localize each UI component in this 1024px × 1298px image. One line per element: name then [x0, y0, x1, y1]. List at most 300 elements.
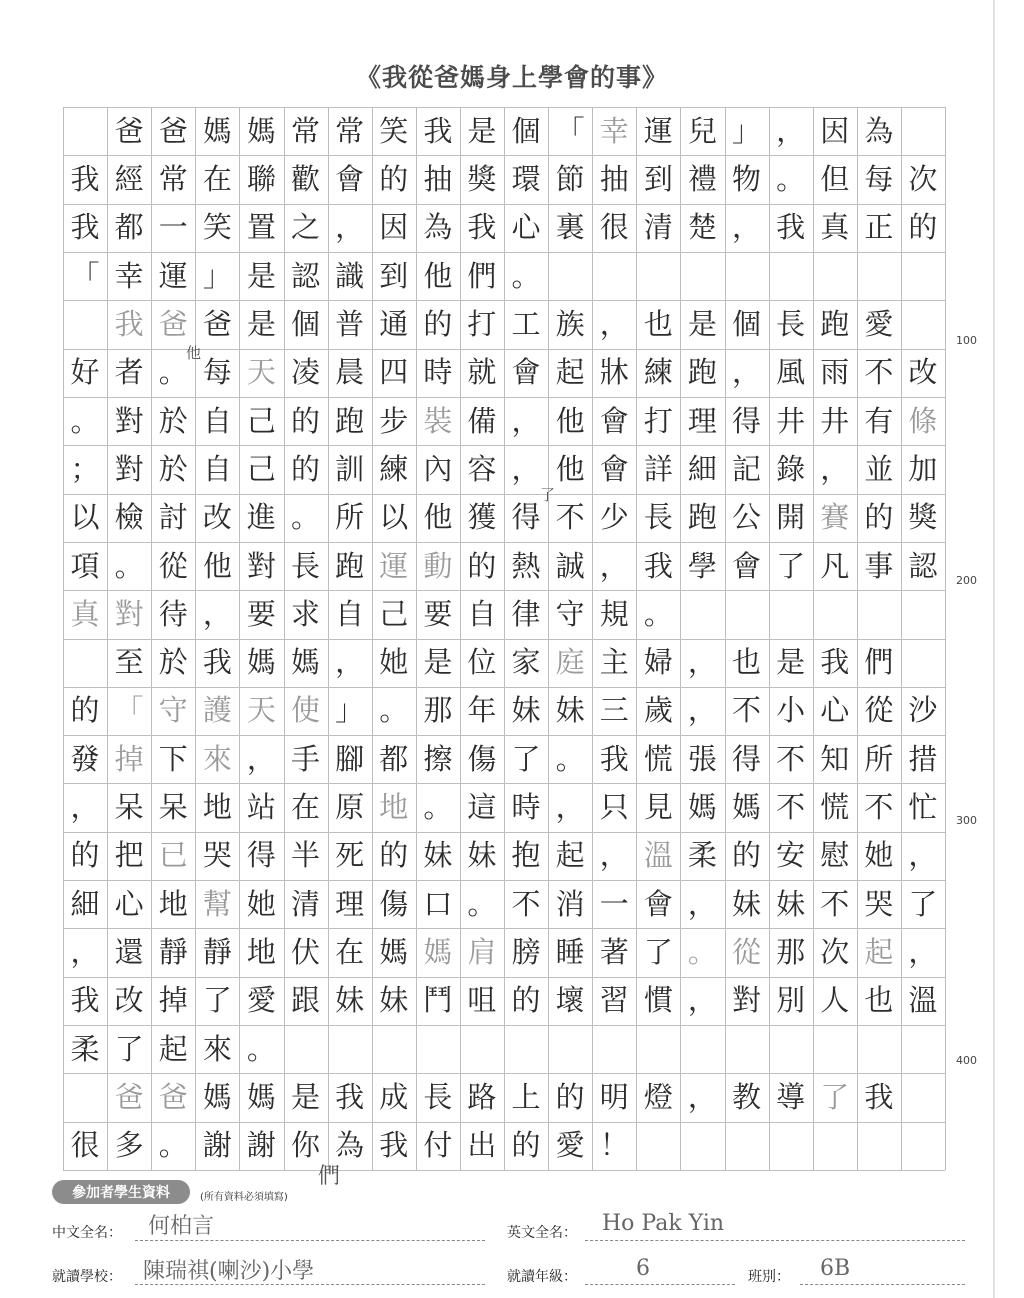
grid-char: 腳 — [335, 741, 365, 776]
grid-char: 。 — [511, 258, 541, 293]
grid-char: 並 — [864, 451, 894, 486]
grid-char: 正 — [864, 210, 894, 245]
grid-char: 會 — [599, 403, 629, 438]
grid-char: 不 — [864, 790, 894, 825]
grid-char: 妹 — [776, 886, 806, 921]
grid-char: 運 — [379, 548, 409, 583]
grid-char: 睡 — [555, 935, 585, 970]
grid-char: 從 — [158, 548, 188, 583]
grid-char: 妹 — [335, 983, 365, 1018]
grid-char: 我 — [202, 645, 232, 680]
grid-char: 明 — [599, 1080, 629, 1115]
grid-char: 得 — [246, 838, 276, 873]
grid-char: 了 — [202, 983, 232, 1018]
grid-char: 之 — [291, 210, 321, 245]
grid-char: 項 — [70, 548, 100, 583]
grid-char: 每 — [202, 355, 232, 390]
grid-char: 四 — [379, 355, 409, 390]
grid-char: 井 — [776, 403, 806, 438]
required-note: (所有資料必須填寫) — [200, 1192, 288, 1203]
insertion-mark: 他 — [186, 344, 202, 362]
grid-char: 常 — [335, 113, 365, 148]
grid-char: 的 — [908, 210, 938, 245]
grid-char: 守 — [158, 693, 188, 728]
school-label: 就讀學校： — [52, 1269, 122, 1285]
word-count-300: 300 — [956, 814, 977, 827]
grid-char: 熱 — [511, 548, 541, 583]
grid-char: 那 — [776, 935, 806, 970]
grid-char: 婦 — [643, 645, 673, 680]
grid-char: 地 — [158, 886, 188, 921]
grid-char: 細 — [687, 451, 717, 486]
grid-char: 於 — [158, 645, 188, 680]
grid-char: 把 — [114, 838, 144, 873]
grid-char: 三 — [599, 693, 629, 728]
grid-char: 媽 — [732, 790, 762, 825]
grid-char: 。 — [114, 548, 144, 583]
grid-char: 媽 — [423, 935, 453, 970]
grid-char: 很 — [70, 1128, 100, 1163]
grid-char: 對 — [114, 403, 144, 438]
grid-char: 他 — [555, 403, 585, 438]
grid-char: 工 — [511, 306, 541, 341]
grid-char: ！ — [599, 1128, 629, 1163]
grid-char: 伏 — [291, 935, 321, 970]
grid-char: 運 — [158, 258, 188, 293]
grid-char: 靜 — [158, 935, 188, 970]
insertion-mark: 們 — [318, 1164, 341, 1189]
grid-char: 措 — [908, 741, 938, 776]
grid-char: 歲 — [643, 693, 673, 728]
grid-char: 對 — [114, 451, 144, 486]
grid-char: 心 — [511, 210, 541, 245]
grid-char: 己 — [379, 596, 409, 631]
grid-char: 成 — [379, 1080, 409, 1115]
grid-char: 真 — [820, 210, 850, 245]
grid-char: 記 — [732, 451, 762, 486]
grid-char: 別 — [776, 983, 806, 1018]
grid-char: 出 — [467, 1128, 497, 1163]
grid-char: 了 — [820, 1080, 850, 1115]
grid-char: 妹 — [555, 693, 585, 728]
grid-char: 所 — [864, 741, 894, 776]
grade-value[interactable]: 6 — [636, 1256, 650, 1281]
grid-char: 爸 — [158, 113, 188, 148]
grid-char: 了 — [776, 548, 806, 583]
grid-char: 聯 — [246, 161, 276, 196]
word-count-200: 200 — [956, 574, 977, 587]
grid-char: 人 — [820, 983, 850, 1018]
grid-char: 忙 — [908, 790, 938, 825]
grid-char: 的 — [379, 838, 409, 873]
grid-char: 燈 — [643, 1080, 673, 1115]
grid-char: 愛 — [555, 1128, 585, 1163]
grid-char: 備 — [467, 403, 497, 438]
grid-char: 長 — [776, 306, 806, 341]
grid-char: 的 — [511, 1128, 541, 1163]
grid-char: ， — [335, 645, 365, 680]
grid-char: 了 — [643, 935, 673, 970]
grid-char: 的 — [291, 403, 321, 438]
grid-char: ， — [776, 113, 806, 148]
grid-char: 笑 — [202, 210, 232, 245]
grid-char: 有 — [864, 403, 894, 438]
grid-char: 我 — [776, 210, 806, 245]
grid-char: 好 — [70, 355, 100, 390]
grid-char: 溫 — [643, 838, 673, 873]
grid-char: 規 — [599, 596, 629, 631]
grid-char: 來 — [202, 1031, 232, 1066]
grid-char: 謝 — [202, 1128, 232, 1163]
grid-char: ， — [908, 838, 938, 873]
grid-char: 會 — [511, 355, 541, 390]
grid-char: 我 — [70, 983, 100, 1018]
grid-char: 個 — [732, 306, 762, 341]
grid-char: 我 — [379, 1128, 409, 1163]
grid-char: 檢 — [114, 500, 144, 535]
grid-char: 步 — [379, 403, 409, 438]
grid-char: 。 — [776, 161, 806, 196]
grid-char: 跟 — [291, 983, 321, 1018]
writing-grid — [63, 107, 945, 1170]
grid-char: 也 — [643, 306, 673, 341]
grid-char: 打 — [467, 306, 497, 341]
grid-char: 鬥 — [423, 983, 453, 1018]
grid-char: 我 — [423, 113, 453, 148]
grid-char: 起 — [158, 1031, 188, 1066]
grid-char: 真 — [70, 596, 100, 631]
grid-char: 節 — [555, 161, 585, 196]
grid-char: 媽 — [246, 645, 276, 680]
grid-char: 抽 — [599, 161, 629, 196]
grid-char: 到 — [643, 161, 673, 196]
insertion-mark: 了 — [540, 486, 556, 504]
grid-char: 起 — [864, 935, 894, 970]
grid-char: 很 — [599, 210, 629, 245]
grid-char: 打 — [643, 403, 673, 438]
en-name-value[interactable]: Ho Pak Yin — [602, 1211, 725, 1236]
grid-char: 爸 — [158, 306, 188, 341]
grid-char: 楚 — [687, 210, 717, 245]
grid-char: 待 — [158, 596, 188, 631]
essay-title: 《我從爸媽身上學會的事》 — [355, 63, 668, 92]
grid-char: 「 — [114, 693, 144, 728]
grid-char: 妹 — [379, 983, 409, 1018]
grid-char: 幸 — [114, 258, 144, 293]
grid-char: 下 — [158, 741, 188, 776]
grid-char: 是 — [467, 113, 497, 148]
grid-char: 的 — [467, 548, 497, 583]
grid-char: 媽 — [202, 1080, 232, 1115]
grid-char: ， — [732, 355, 762, 390]
grid-char: 時 — [423, 355, 453, 390]
cn-name-label: 中文全名： — [52, 1225, 122, 1241]
grid-char: 常 — [291, 113, 321, 148]
grid-char: 也 — [864, 983, 894, 1018]
grid-char: 心 — [820, 693, 850, 728]
grid-char: ， — [732, 210, 762, 245]
grid-char: 的 — [732, 838, 762, 873]
grid-char: 媽 — [246, 1080, 276, 1115]
grid-char: 都 — [114, 210, 144, 245]
grid-char: 律 — [511, 596, 541, 631]
grid-char: 習 — [599, 983, 629, 1018]
grid-char: 在 — [202, 161, 232, 196]
class-value[interactable]: 6B — [820, 1256, 851, 1281]
grid-char: ， — [246, 741, 276, 776]
grid-char: 。 — [555, 741, 585, 776]
grid-char: 。 — [70, 403, 100, 438]
grid-char: 媽 — [202, 113, 232, 148]
grid-char: 改 — [202, 500, 232, 535]
grid-col-line — [945, 107, 946, 1170]
grid-char: 運 — [643, 113, 673, 148]
grid-char: ， — [555, 790, 585, 825]
grid-char: 跑 — [335, 403, 365, 438]
grid-char: 公 — [732, 500, 762, 535]
grid-char: 抽 — [423, 161, 453, 196]
grid-char: 環 — [511, 161, 541, 196]
grid-char: 跑 — [820, 306, 850, 341]
grid-char: 來 — [202, 741, 232, 776]
grid-char: 長 — [643, 500, 673, 535]
grid-char: 壞 — [555, 983, 585, 1018]
grid-char: 對 — [246, 548, 276, 583]
grid-char: 每 — [864, 161, 894, 196]
grid-char: 認 — [908, 548, 938, 583]
grid-char: 不 — [511, 886, 541, 921]
grid-char: 經 — [114, 161, 144, 196]
grid-char: 口 — [423, 886, 453, 921]
grid-char: 個 — [291, 306, 321, 341]
grid-char: 改 — [908, 355, 938, 390]
grid-char: 「 — [555, 113, 585, 148]
grid-char: 識 — [335, 258, 365, 293]
grid-char: 的 — [555, 1080, 585, 1115]
grid-char: 時 — [511, 790, 541, 825]
grid-char: 族 — [555, 306, 585, 341]
grid-char: 至 — [114, 645, 144, 680]
grid-char: 她 — [246, 886, 276, 921]
grid-char: 一 — [158, 210, 188, 245]
grid-char: 是 — [776, 645, 806, 680]
grid-char: 個 — [511, 113, 541, 148]
grid-char: 詳 — [643, 451, 673, 486]
grid-char: 的 — [70, 838, 100, 873]
grid-char: 已 — [158, 838, 188, 873]
grid-char: 愛 — [246, 983, 276, 1018]
grid-char: 站 — [246, 790, 276, 825]
grid-char: 她 — [379, 645, 409, 680]
grid-char: 一 — [599, 886, 629, 921]
grid-char: 者 — [114, 355, 144, 390]
grid-char: 賽 — [820, 500, 850, 535]
grid-char: 爸 — [114, 113, 144, 148]
grid-char: ， — [70, 790, 100, 825]
class-line — [800, 1284, 965, 1285]
grid-char: 凡 — [820, 548, 850, 583]
grid-char: 不 — [776, 790, 806, 825]
grid-char: 練 — [379, 451, 409, 486]
grid-char: 妹 — [467, 838, 497, 873]
grid-char: 我 — [864, 1080, 894, 1115]
grid-char: 地 — [379, 790, 409, 825]
grid-char: 他 — [202, 548, 232, 583]
grid-char: 了 — [511, 741, 541, 776]
grid-char: 教 — [732, 1080, 762, 1115]
grid-char: 我 — [114, 306, 144, 341]
grid-char: 使 — [291, 693, 321, 728]
grid-char: ， — [511, 451, 541, 486]
grid-char: 練 — [643, 355, 673, 390]
grid-char: 。 — [158, 1128, 188, 1163]
grid-char: 付 — [423, 1128, 453, 1163]
grid-char: 妹 — [423, 838, 453, 873]
grid-char: 因 — [820, 113, 850, 148]
grid-char: 爸 — [202, 306, 232, 341]
grid-char: 禮 — [687, 161, 717, 196]
grid-char: 獎 — [467, 161, 497, 196]
grid-char: 井 — [820, 403, 850, 438]
grid-char: ， — [687, 886, 717, 921]
grid-char: 是 — [291, 1080, 321, 1115]
grid-char: 事 — [864, 548, 894, 583]
scan-edge — [993, 0, 995, 1298]
grid-char: 他 — [423, 258, 453, 293]
grid-char: 。 — [246, 1031, 276, 1066]
grid-char: 的 — [511, 983, 541, 1018]
grid-char: 為 — [423, 210, 453, 245]
grid-char: 位 — [467, 645, 497, 680]
grid-char: 地 — [202, 790, 232, 825]
grid-char: 條 — [908, 403, 938, 438]
grid-char: 要 — [246, 596, 276, 631]
grid-char: 都 — [379, 741, 409, 776]
grid-char: 也 — [732, 645, 762, 680]
grid-char: 」 — [202, 258, 232, 293]
grid-char: ， — [687, 1080, 717, 1115]
grid-char: 我 — [70, 210, 100, 245]
grid-char: 對 — [732, 983, 762, 1018]
grid-char: 家 — [511, 645, 541, 680]
grid-char: 們 — [864, 645, 894, 680]
grid-char: 傷 — [467, 741, 497, 776]
grid-char: 所 — [335, 500, 365, 535]
grid-char: ， — [511, 403, 541, 438]
grid-char: 謝 — [246, 1128, 276, 1163]
grid-char: 普 — [335, 306, 365, 341]
grid-char: 掉 — [114, 741, 144, 776]
grid-char: 在 — [335, 935, 365, 970]
grid-char: 從 — [864, 693, 894, 728]
grid-char: 媽 — [246, 113, 276, 148]
grid-char: 跑 — [687, 355, 717, 390]
grid-char: ， — [687, 645, 717, 680]
grid-char: 為 — [335, 1128, 365, 1163]
grid-char: 容 — [467, 451, 497, 486]
grid-char: 自 — [202, 451, 232, 486]
grid-char: 錄 — [776, 451, 806, 486]
grid-char: 的 — [291, 451, 321, 486]
grid-char: 發 — [70, 741, 100, 776]
grid-char: 。 — [423, 790, 453, 825]
grid-char: 會 — [732, 548, 762, 583]
grid-char: 的 — [864, 500, 894, 535]
grid-char: 。 — [379, 693, 409, 728]
school-value[interactable]: 陳瑞祺(喇沙)小學 — [143, 1259, 315, 1284]
grid-char: 擦 — [423, 741, 453, 776]
grid-char: 半 — [291, 838, 321, 873]
grid-row-line — [63, 1170, 945, 1171]
grid-char: 天 — [246, 355, 276, 390]
grid-char: 以 — [379, 500, 409, 535]
grid-char: 爸 — [114, 1080, 144, 1115]
cn-name-value[interactable]: 何柏言 — [148, 1214, 215, 1239]
grid-char: 年 — [467, 693, 497, 728]
grid-char: 理 — [687, 403, 717, 438]
grid-char: 細 — [70, 886, 100, 921]
grid-char: ， — [599, 306, 629, 341]
grid-char: 張 — [687, 741, 717, 776]
grid-char: 媽 — [379, 935, 409, 970]
grid-char: 們 — [467, 258, 497, 293]
grid-char: 會 — [643, 886, 673, 921]
grid-char: 到 — [379, 258, 409, 293]
grid-char: 次 — [820, 935, 850, 970]
grid-char: 慰 — [820, 838, 850, 873]
grid-char: 她 — [864, 838, 894, 873]
grid-char: 天 — [246, 693, 276, 728]
grid-char: 那 — [423, 693, 453, 728]
en-name-label: 英文全名： — [507, 1225, 577, 1241]
grid-char: 物 — [732, 161, 762, 196]
grid-char: 自 — [335, 596, 365, 631]
grid-char: 不 — [776, 741, 806, 776]
grid-char: 少 — [599, 500, 629, 535]
word-count-400: 400 — [956, 1054, 977, 1067]
grid-char: 清 — [291, 886, 321, 921]
grid-char: 媽 — [291, 645, 321, 680]
grid-char: ， — [335, 210, 365, 245]
grid-char: 我 — [643, 548, 673, 583]
en-name-line — [585, 1240, 965, 1241]
grid-char: 的 — [423, 306, 453, 341]
grid-char: ， — [687, 693, 717, 728]
grid-char: 是 — [687, 306, 717, 341]
grid-char: 於 — [158, 403, 188, 438]
grid-char: 。 — [687, 935, 717, 970]
grid-char: 己 — [246, 451, 276, 486]
grid-char: 護 — [202, 693, 232, 728]
grid-char: 求 — [291, 596, 321, 631]
grid-char: 開 — [776, 500, 806, 535]
grid-char: 起 — [555, 355, 585, 390]
grid-char: 上 — [511, 1080, 541, 1115]
grid-char: 只 — [599, 790, 629, 825]
grid-char: 爸 — [158, 1080, 188, 1115]
grid-char: 要 — [423, 596, 453, 631]
grid-char: 清 — [643, 210, 673, 245]
grid-char: 手 — [291, 741, 321, 776]
grid-char: 多 — [114, 1128, 144, 1163]
grid-char: 晨 — [335, 355, 365, 390]
grid-char: 獎 — [908, 500, 938, 535]
grade-label: 就讀年級： — [507, 1269, 577, 1285]
grid-char: 風 — [776, 355, 806, 390]
grid-char: 知 — [820, 741, 850, 776]
grid-char: 誠 — [555, 548, 585, 583]
grid-char: 討 — [158, 500, 188, 535]
